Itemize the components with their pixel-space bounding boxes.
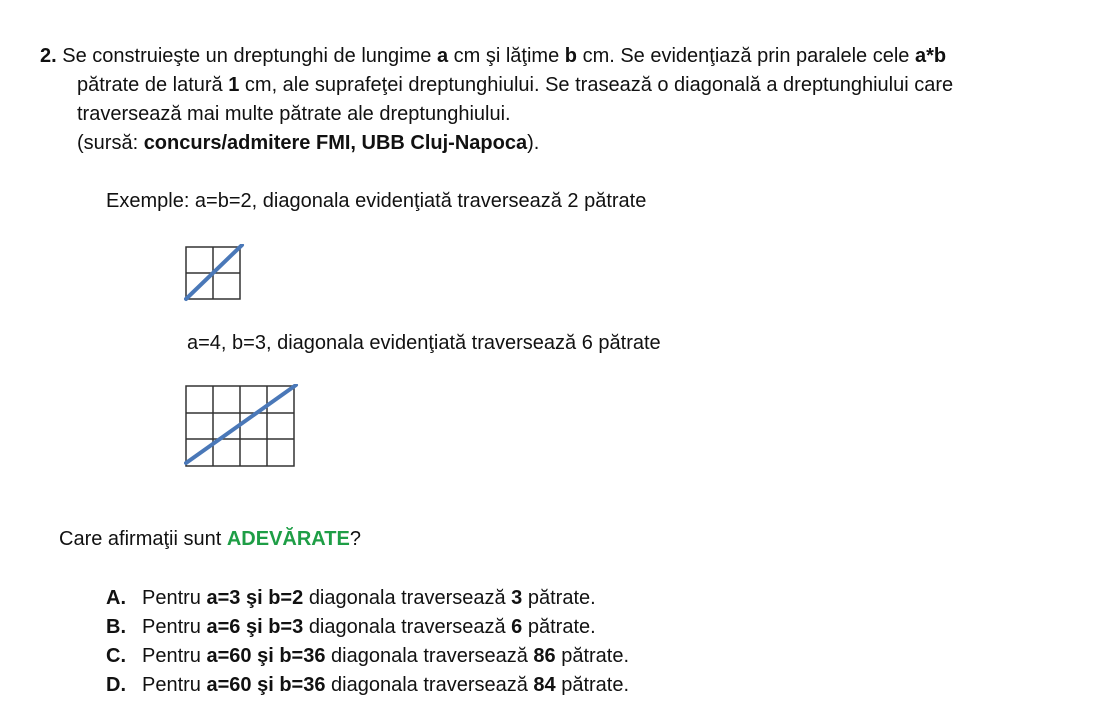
example-1-grid (184, 244, 246, 306)
option-a[interactable]: A. Pentru a=3 şi b=2 diagonala traversează 3 pătrate. (106, 587, 596, 609)
option-d[interactable]: D. Pentru a=60 şi b=36 diagonala traversează 84 pătrate. (106, 674, 630, 696)
option-b[interactable]: B. Pentru a=6 şi b=3 diagonala traversează 6 pătrate. (106, 616, 596, 638)
problem-line-3: traversează mai multe pătrate ale dreptunghiului. (77, 103, 511, 125)
question-text: Care afirmaţii sunt ADEVĂRATE? (59, 528, 361, 550)
problem-number: 2. (40, 45, 57, 67)
option-c[interactable]: C. Pentru a=60 şi b=36 diagonala traversează 86 pătrate. (106, 645, 630, 667)
example-2-text: a=4, b=3, diagonala evidenţiată traversează 6 pătrate (187, 332, 661, 354)
diagonal-line (186, 385, 296, 463)
example-2-grid (184, 384, 300, 470)
example-1-text: Exemple: a=b=2, diagonala evidenţiată traversează 2 pătrate (106, 190, 647, 212)
problem-source: (sursă: concurs/admitere FMI, UBB Cluj-Napoca). (77, 132, 540, 154)
diagonal-line (186, 245, 242, 299)
problem-line-2: pătrate de latură 1 cm, ale suprafeţei dreptunghiului. Se trasează o diagonală a dreptunghiului care (77, 74, 954, 96)
problem-line-1: 2. Se construieşte un dreptunghi de lungime a cm şi lăţime b cm. Se evidenţiază prin paralele cele a*b (40, 45, 947, 67)
adevarate-highlight: ADEVĂRATE (226, 528, 350, 550)
